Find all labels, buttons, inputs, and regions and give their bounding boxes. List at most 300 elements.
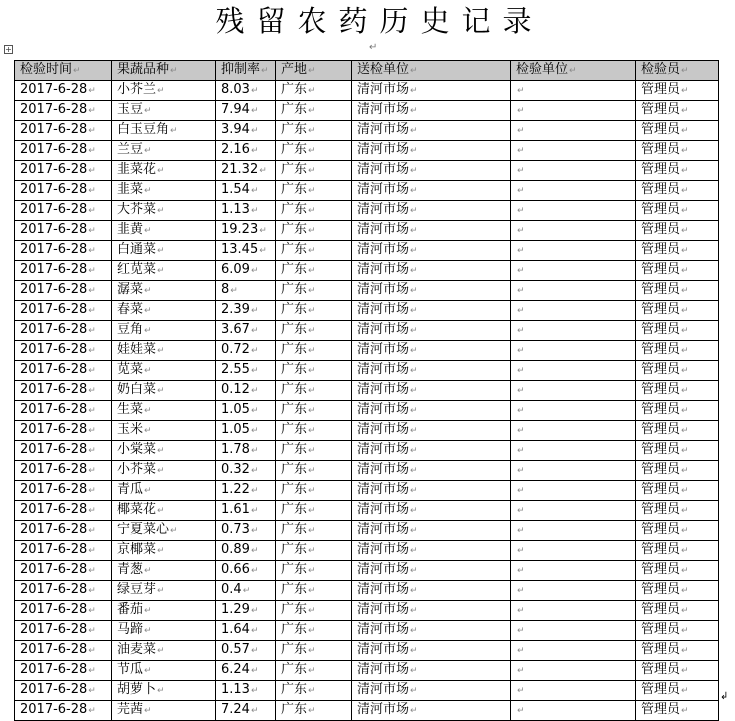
inhibition-rate-cell[interactable]: [216, 581, 276, 601]
cell-value: 大芥菜: [117, 202, 157, 217]
date-cell[interactable]: [15, 421, 112, 441]
inhibition-rate-cell[interactable]: [216, 101, 276, 121]
produce-cell[interactable]: [112, 401, 216, 421]
date-cell[interactable]: [15, 221, 112, 241]
produce-cell[interactable]: [112, 261, 216, 281]
origin-cell[interactable]: [276, 141, 352, 161]
cell-value: 小芥兰: [117, 82, 157, 97]
table-row[interactable]: [15, 621, 719, 641]
inspection-unit-cell[interactable]: [511, 201, 636, 221]
inhibition-rate-cell[interactable]: [216, 521, 276, 541]
inspector-cell[interactable]: [636, 361, 719, 381]
submitter-cell[interactable]: [352, 201, 511, 221]
submitter-cell[interactable]: [352, 541, 511, 561]
column-header[interactable]: [216, 61, 276, 81]
inspector-cell[interactable]: [636, 341, 719, 361]
produce-cell[interactable]: [112, 441, 216, 461]
origin-cell[interactable]: [276, 221, 352, 241]
cell-end-mark-icon: ↵: [517, 566, 525, 576]
origin-cell[interactable]: [276, 641, 352, 661]
inspection-unit-cell[interactable]: [511, 641, 636, 661]
submitter-cell[interactable]: [352, 641, 511, 661]
produce-cell[interactable]: [112, 301, 216, 321]
cell-value: 清河市场: [357, 142, 410, 157]
inspection-unit-cell[interactable]: [511, 561, 636, 581]
submitter-cell[interactable]: [352, 381, 511, 401]
inspection-unit-cell[interactable]: [511, 481, 636, 501]
cell-end-mark-icon: ↵: [308, 86, 316, 96]
submitter-cell[interactable]: [352, 601, 511, 621]
date-cell[interactable]: [15, 261, 112, 281]
table-row[interactable]: [15, 401, 719, 421]
produce-cell[interactable]: [112, 161, 216, 181]
submitter-cell[interactable]: [352, 261, 511, 281]
inspection-unit-cell[interactable]: [511, 501, 636, 521]
cell-end-mark-icon: ↵: [517, 486, 525, 496]
table-row[interactable]: [15, 181, 719, 201]
date-cell[interactable]: [15, 161, 112, 181]
inhibition-rate-cell[interactable]: [216, 261, 276, 281]
date-cell[interactable]: [15, 621, 112, 641]
date-cell[interactable]: [15, 201, 112, 221]
date-cell[interactable]: [15, 241, 112, 261]
cell-end-mark-icon: ↵: [88, 626, 96, 636]
cell-end-mark-icon: ↵: [157, 86, 165, 96]
inspector-cell[interactable]: [636, 201, 719, 221]
table-row[interactable]: [15, 541, 719, 561]
inspector-cell[interactable]: [636, 601, 719, 621]
produce-cell[interactable]: [112, 221, 216, 241]
submitter-cell[interactable]: [352, 621, 511, 641]
origin-cell[interactable]: [276, 121, 352, 141]
table-row[interactable]: [15, 521, 719, 541]
origin-cell[interactable]: [276, 101, 352, 121]
table-move-handle-icon[interactable]: +: [5, 45, 12, 54]
inspection-unit-cell[interactable]: [511, 521, 636, 541]
inspection-unit-cell[interactable]: [511, 361, 636, 381]
submitter-cell[interactable]: [352, 501, 511, 521]
produce-cell[interactable]: [112, 421, 216, 441]
cell-end-mark-icon: ↵: [517, 606, 525, 616]
origin-cell[interactable]: [276, 281, 352, 301]
produce-cell[interactable]: [112, 521, 216, 541]
table-row[interactable]: [15, 421, 719, 441]
inspection-unit-cell[interactable]: [511, 81, 636, 101]
date-cell[interactable]: [15, 101, 112, 121]
column-header[interactable]: [276, 61, 352, 81]
produce-cell[interactable]: [112, 561, 216, 581]
submitter-cell[interactable]: [352, 661, 511, 681]
origin-cell[interactable]: [276, 501, 352, 521]
cell-value: 宁夏菜心: [117, 522, 170, 537]
date-cell[interactable]: [15, 441, 112, 461]
produce-cell[interactable]: [112, 281, 216, 301]
table-row[interactable]: [15, 361, 719, 381]
table-row[interactable]: [15, 661, 719, 681]
inhibition-rate-cell[interactable]: [216, 441, 276, 461]
produce-cell[interactable]: [112, 141, 216, 161]
origin-cell[interactable]: [276, 401, 352, 421]
column-header[interactable]: [15, 61, 112, 81]
table-row[interactable]: [15, 461, 719, 481]
inhibition-rate-cell[interactable]: [216, 161, 276, 181]
inhibition-rate-cell[interactable]: [216, 561, 276, 581]
inhibition-rate-cell[interactable]: [216, 681, 276, 701]
inspector-cell[interactable]: [636, 621, 719, 641]
produce-cell[interactable]: [112, 201, 216, 221]
inspector-cell[interactable]: [636, 561, 719, 581]
origin-cell[interactable]: [276, 601, 352, 621]
table-row[interactable]: [15, 681, 719, 701]
date-cell[interactable]: [15, 541, 112, 561]
submitter-cell[interactable]: [352, 301, 511, 321]
inspector-cell[interactable]: [636, 161, 719, 181]
origin-cell[interactable]: [276, 361, 352, 381]
date-cell[interactable]: [15, 601, 112, 621]
origin-cell[interactable]: [276, 301, 352, 321]
inspection-unit-cell[interactable]: [511, 661, 636, 681]
pesticide-records-table: [14, 60, 719, 721]
produce-cell[interactable]: [112, 121, 216, 141]
cell-value: 清河市场: [357, 402, 410, 417]
submitter-cell[interactable]: [352, 181, 511, 201]
produce-cell[interactable]: [112, 101, 216, 121]
column-header[interactable]: [511, 61, 636, 81]
inhibition-rate-cell[interactable]: [216, 501, 276, 521]
date-cell[interactable]: [15, 401, 112, 421]
inspector-cell[interactable]: [636, 241, 719, 261]
cell-end-mark-icon: ↵: [681, 106, 689, 116]
cell-value: 清河市场: [357, 522, 410, 537]
date-cell[interactable]: [15, 141, 112, 161]
cell-end-mark-icon: ↵: [308, 326, 316, 336]
inhibition-rate-cell[interactable]: [216, 461, 276, 481]
inspection-unit-cell[interactable]: [511, 121, 636, 141]
date-cell[interactable]: [15, 281, 112, 301]
submitter-cell[interactable]: [352, 441, 511, 461]
submitter-cell[interactable]: [352, 461, 511, 481]
inhibition-rate-cell[interactable]: [216, 361, 276, 381]
inspector-cell[interactable]: [636, 661, 719, 681]
inspector-cell[interactable]: [636, 81, 719, 101]
submitter-cell[interactable]: [352, 121, 511, 141]
produce-cell[interactable]: [112, 241, 216, 261]
inhibition-rate-cell[interactable]: [216, 121, 276, 141]
table-row[interactable]: [15, 641, 719, 661]
submitter-cell[interactable]: [352, 341, 511, 361]
inhibition-rate-cell[interactable]: [216, 641, 276, 661]
cell-end-mark-icon: ↵: [681, 546, 689, 556]
date-cell[interactable]: [15, 301, 112, 321]
inspection-unit-cell[interactable]: [511, 401, 636, 421]
inspector-cell[interactable]: [636, 261, 719, 281]
inspector-cell[interactable]: [636, 121, 719, 141]
date-cell[interactable]: [15, 181, 112, 201]
inspection-unit-cell[interactable]: [511, 441, 636, 461]
inspector-cell[interactable]: [636, 401, 719, 421]
date-cell[interactable]: [15, 501, 112, 521]
submitter-cell[interactable]: [352, 241, 511, 261]
origin-cell[interactable]: [276, 321, 352, 341]
inspector-cell[interactable]: [636, 301, 719, 321]
submitter-cell[interactable]: [352, 281, 511, 301]
submitter-cell[interactable]: [352, 221, 511, 241]
cell-value: 广东: [281, 202, 308, 217]
produce-cell[interactable]: [112, 361, 216, 381]
origin-cell[interactable]: [276, 461, 352, 481]
origin-cell[interactable]: [276, 161, 352, 181]
inspector-cell[interactable]: [636, 141, 719, 161]
submitter-cell[interactable]: [352, 141, 511, 161]
cell-end-mark-icon: ↵: [517, 466, 525, 476]
end-of-row-mark-icon: ↲: [720, 691, 729, 702]
cell-value: 管理员: [641, 442, 681, 457]
cell-value: 1.13: [221, 682, 250, 697]
inspection-unit-cell[interactable]: [511, 281, 636, 301]
inspection-unit-cell[interactable]: [511, 581, 636, 601]
inspection-unit-cell[interactable]: [511, 321, 636, 341]
inspector-cell[interactable]: [636, 441, 719, 461]
inhibition-rate-cell[interactable]: [216, 81, 276, 101]
inspection-unit-cell[interactable]: [511, 681, 636, 701]
origin-cell[interactable]: [276, 621, 352, 641]
cell-end-mark-icon: ↵: [308, 366, 316, 376]
inspector-cell[interactable]: [636, 321, 719, 341]
produce-cell[interactable]: [112, 501, 216, 521]
cell-value: 2017-6-28: [20, 282, 88, 297]
submitter-cell[interactable]: [352, 581, 511, 601]
cell-value: 管理员: [641, 262, 681, 277]
table-row[interactable]: [15, 161, 719, 181]
cell-end-mark-icon: ↵: [410, 646, 418, 656]
cell-value: 管理员: [641, 162, 681, 177]
produce-cell[interactable]: [112, 381, 216, 401]
origin-cell[interactable]: [276, 561, 352, 581]
origin-cell[interactable]: [276, 201, 352, 221]
inspection-unit-cell[interactable]: [511, 601, 636, 621]
inspection-unit-cell[interactable]: [511, 181, 636, 201]
submitter-cell[interactable]: [352, 681, 511, 701]
inspection-unit-cell[interactable]: [511, 161, 636, 181]
table-row[interactable]: [15, 481, 719, 501]
date-cell[interactable]: [15, 341, 112, 361]
inspector-cell[interactable]: [636, 181, 719, 201]
cell-value: 1.22: [221, 482, 250, 497]
date-cell[interactable]: [15, 481, 112, 501]
inhibition-rate-cell[interactable]: [216, 181, 276, 201]
date-cell[interactable]: [15, 81, 112, 101]
inhibition-rate-cell[interactable]: [216, 321, 276, 341]
date-cell[interactable]: [15, 381, 112, 401]
inhibition-rate-cell[interactable]: [216, 421, 276, 441]
origin-cell[interactable]: [276, 521, 352, 541]
inspector-cell[interactable]: [636, 521, 719, 541]
column-header[interactable]: [636, 61, 719, 81]
inhibition-rate-cell[interactable]: [216, 141, 276, 161]
origin-cell[interactable]: [276, 541, 352, 561]
inspector-cell[interactable]: [636, 541, 719, 561]
origin-cell[interactable]: [276, 581, 352, 601]
submitter-cell[interactable]: [352, 81, 511, 101]
inspection-unit-cell[interactable]: [511, 381, 636, 401]
inhibition-rate-cell[interactable]: [216, 481, 276, 501]
cell-end-mark-icon: ↵: [250, 206, 259, 216]
date-cell[interactable]: [15, 681, 112, 701]
date-cell[interactable]: [15, 561, 112, 581]
table-row[interactable]: [15, 501, 719, 521]
table-row[interactable]: [15, 101, 719, 121]
column-header[interactable]: [352, 61, 511, 81]
cell-value: 清河市场: [357, 642, 410, 657]
submitter-cell[interactable]: [352, 561, 511, 581]
inspector-cell[interactable]: [636, 581, 719, 601]
inspector-cell[interactable]: [636, 481, 719, 501]
inspector-cell[interactable]: [636, 221, 719, 241]
cell-value: 管理员: [641, 222, 681, 237]
inspector-cell[interactable]: [636, 681, 719, 701]
origin-cell[interactable]: [276, 421, 352, 441]
produce-cell[interactable]: [112, 681, 216, 701]
table-row[interactable]: [15, 561, 719, 581]
inspection-unit-cell[interactable]: [511, 101, 636, 121]
produce-cell[interactable]: [112, 621, 216, 641]
date-cell[interactable]: [15, 661, 112, 681]
cell-value: 广东: [281, 182, 308, 197]
date-cell[interactable]: [15, 121, 112, 141]
origin-cell[interactable]: [276, 661, 352, 681]
origin-cell[interactable]: [276, 181, 352, 201]
inhibition-rate-cell[interactable]: [216, 301, 276, 321]
cell-value: 广东: [281, 322, 308, 337]
inspection-unit-cell[interactable]: [511, 461, 636, 481]
inspector-cell[interactable]: [636, 461, 719, 481]
date-cell[interactable]: [15, 361, 112, 381]
submitter-cell[interactable]: [352, 321, 511, 341]
cell-end-mark-icon: ↵: [517, 126, 525, 136]
produce-cell[interactable]: [112, 321, 216, 341]
inhibition-rate-cell[interactable]: [216, 601, 276, 621]
table-row[interactable]: [15, 241, 719, 261]
cell-end-mark-icon: ↵: [517, 526, 525, 536]
inspection-unit-cell[interactable]: [511, 421, 636, 441]
produce-cell[interactable]: [112, 541, 216, 561]
origin-cell[interactable]: [276, 681, 352, 701]
column-header[interactable]: [112, 61, 216, 81]
produce-cell[interactable]: [112, 81, 216, 101]
inhibition-rate-cell[interactable]: [216, 541, 276, 561]
table-row[interactable]: [15, 601, 719, 621]
table-row[interactable]: [15, 201, 719, 221]
date-cell[interactable]: [15, 461, 112, 481]
origin-cell[interactable]: [276, 261, 352, 281]
origin-cell[interactable]: [276, 341, 352, 361]
inhibition-rate-cell[interactable]: [216, 241, 276, 261]
origin-cell[interactable]: [276, 481, 352, 501]
inspection-unit-cell[interactable]: [511, 241, 636, 261]
origin-cell[interactable]: [276, 81, 352, 101]
table-row[interactable]: [15, 441, 719, 461]
inspector-cell[interactable]: [636, 281, 719, 301]
table-row[interactable]: [15, 121, 719, 141]
inspector-cell[interactable]: [636, 501, 719, 521]
inspection-unit-cell[interactable]: [511, 221, 636, 241]
table-row[interactable]: [15, 221, 719, 241]
inhibition-rate-cell[interactable]: [216, 221, 276, 241]
inspection-unit-cell[interactable]: [511, 301, 636, 321]
produce-cell[interactable]: [112, 601, 216, 621]
cell-end-mark-icon: ↵: [144, 146, 152, 156]
origin-cell[interactable]: [276, 441, 352, 461]
produce-cell[interactable]: [112, 581, 216, 601]
cell-end-mark-icon: ↵: [88, 186, 96, 196]
inspection-unit-cell[interactable]: [511, 621, 636, 641]
produce-cell[interactable]: [112, 181, 216, 201]
date-cell[interactable]: [15, 581, 112, 601]
inhibition-rate-cell[interactable]: [216, 341, 276, 361]
produce-cell[interactable]: [112, 481, 216, 501]
table-row[interactable]: [15, 321, 719, 341]
inspection-unit-cell[interactable]: [511, 141, 636, 161]
inspector-cell[interactable]: [636, 101, 719, 121]
origin-cell[interactable]: [276, 381, 352, 401]
submitter-cell[interactable]: [352, 401, 511, 421]
date-cell[interactable]: [15, 321, 112, 341]
inspector-cell[interactable]: [636, 641, 719, 661]
table-row[interactable]: [15, 381, 719, 401]
inhibition-rate-cell[interactable]: [216, 281, 276, 301]
table-row[interactable]: [15, 301, 719, 321]
table-row[interactable]: [15, 341, 719, 361]
inspection-unit-cell[interactable]: [511, 261, 636, 281]
submitter-cell[interactable]: [352, 421, 511, 441]
cell-value: 管理员: [641, 642, 681, 657]
submitter-cell[interactable]: [352, 101, 511, 121]
table-row[interactable]: [15, 281, 719, 301]
inspector-cell[interactable]: [636, 421, 719, 441]
table-row[interactable]: [15, 141, 719, 161]
cell-end-mark-icon: ↵: [88, 206, 96, 216]
table-row[interactable]: [15, 81, 719, 101]
inhibition-rate-cell[interactable]: [216, 401, 276, 421]
inhibition-rate-cell[interactable]: [216, 201, 276, 221]
cell-end-mark-icon: ↵: [517, 186, 525, 196]
cell-value: 管理员: [641, 602, 681, 617]
inspection-unit-cell[interactable]: [511, 341, 636, 361]
cell-end-mark-icon: ↵: [517, 86, 525, 96]
produce-cell[interactable]: [112, 661, 216, 681]
table-row[interactable]: [15, 581, 719, 601]
date-cell[interactable]: [15, 641, 112, 661]
submitter-cell[interactable]: [352, 361, 511, 381]
submitter-cell[interactable]: [352, 481, 511, 501]
cell-value: 1.05: [221, 402, 250, 417]
submitter-cell[interactable]: [352, 521, 511, 541]
produce-cell[interactable]: [112, 641, 216, 661]
inhibition-rate-cell[interactable]: [216, 381, 276, 401]
cell-value: 广东: [281, 282, 308, 297]
inspection-unit-cell[interactable]: [511, 541, 636, 561]
produce-cell[interactable]: [112, 461, 216, 481]
table-row[interactable]: [15, 261, 719, 281]
date-cell[interactable]: [15, 521, 112, 541]
inhibition-rate-cell[interactable]: [216, 621, 276, 641]
produce-cell[interactable]: [112, 341, 216, 361]
inspector-cell[interactable]: [636, 381, 719, 401]
origin-cell[interactable]: [276, 241, 352, 261]
cell-end-mark-icon: ↵: [517, 346, 525, 356]
submitter-cell[interactable]: [352, 161, 511, 181]
inhibition-rate-cell[interactable]: [216, 661, 276, 681]
